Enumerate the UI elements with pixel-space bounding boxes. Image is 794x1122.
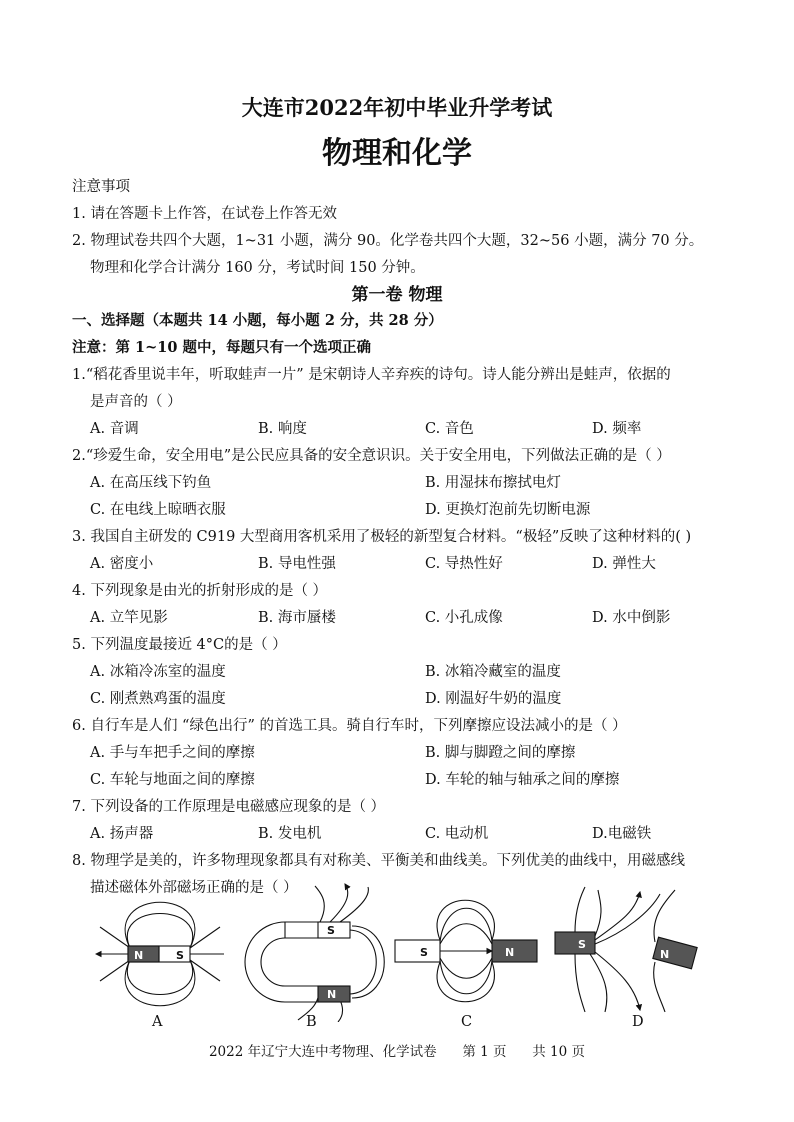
notice-item-1: 1. 请在答题卡上作答，在试卷上作答无效 [72, 206, 337, 222]
question-7-option-d: D.电磁铁 [592, 826, 652, 842]
question-7-option-b: B. 发电机 [258, 826, 322, 842]
question-6-option-b: B. 脚与脚蹬之间的摩擦 [425, 745, 576, 761]
figure-a-pole-n: N [134, 949, 144, 962]
figure-a-pole-s: S [176, 949, 184, 962]
question-6-option-d: D. 车轮的轴与轴承之间的摩擦 [425, 772, 620, 788]
figure-c-pole-n: N [505, 946, 515, 959]
question-3-option-b: B. 导电性强 [258, 556, 336, 572]
notice-item-2: 2. 物理试卷共四个大题，1~31 小题，满分 90。化学卷共四个大题，32~56 小题，满分 70 分。 [72, 233, 704, 249]
question-3-stem: 3. 我国自主研发的 C919 大型商用客机采用了极轻的新型复合材料。“极轻”反映了这种材料的( ) [72, 529, 692, 545]
notice-heading: 注意事项 [72, 179, 130, 195]
figure-d-pole-n: N [660, 948, 670, 961]
figure-c-pole-s: S [420, 946, 428, 959]
figure-d-like-poles [555, 887, 697, 1012]
figure-d-pole-s: S [578, 938, 586, 951]
question-5-option-d: D. 刚温好牛奶的温度 [425, 691, 562, 707]
question-1-option-a: A. 音调 [90, 421, 139, 437]
question-5-option-c: C. 刚煮熟鸡蛋的温度 [90, 691, 226, 707]
section-note: 注意：第 1~10 题中，每题只有一个选项正确 [72, 339, 372, 356]
figure-b-pole-n: N [327, 988, 337, 1001]
question-8-stem-cont: 描述磁体外部磁场正确的是（ ） [90, 880, 298, 896]
figure-label-d: D [632, 1014, 644, 1030]
question-5-option-b: B. 冰箱冷藏室的温度 [425, 664, 561, 680]
question-2-option-a: A. 在高压线下钓鱼 [90, 475, 212, 491]
question-1-option-c: C. 音色 [425, 421, 474, 437]
question-1-stem: 1.“稻花香里说丰年，听取蛙声一片” 是宋朝诗人辛弃疾的诗句。诗人能分辨出是蛙声，依据的 [72, 367, 671, 383]
question-2-option-d: D. 更换灯泡前先切断电源 [425, 502, 591, 518]
question-4-stem: 4. 下列现象是由光的折射形成的是（ ） [72, 583, 328, 599]
exam-subject: 物理和化学 [322, 136, 472, 171]
question-6-option-c: C. 车轮与地面之间的摩擦 [90, 772, 255, 788]
question-6-option-a: A. 手与车把手之间的摩擦 [90, 745, 255, 761]
question-4-option-d: D. 水中倒影 [592, 610, 671, 626]
question-3-option-a: A. 密度小 [90, 556, 154, 572]
question-7-stem: 7. 下列设备的工作原理是电磁感应现象的是（ ） [72, 799, 386, 815]
question-7-option-c: C. 电动机 [425, 826, 489, 842]
page-footer: 2022 年辽宁大连中考物理、化学试卷 第 1 页 共 10 页 [208, 1044, 586, 1060]
magnet-figures [0, 882, 794, 1022]
question-3-option-d: D. 弹性大 [592, 556, 656, 572]
question-2-option-b: B. 用湿抹布擦拭电灯 [425, 475, 561, 491]
exam-title: 大连市2022年初中毕业升学考试 [241, 95, 553, 120]
figure-a-bar-magnet [96, 902, 224, 1006]
figure-label-c: C [461, 1014, 473, 1030]
figure-c-opposite-poles [395, 900, 537, 1002]
question-1-stem-cont: 是声音的（ ） [90, 394, 182, 410]
question-7-option-a: A. 扬声器 [90, 826, 154, 842]
question-5-option-a: A. 冰箱冷冻室的温度 [90, 664, 226, 680]
question-4-option-b: B. 海市蜃楼 [258, 610, 336, 626]
question-3-option-c: C. 导热性好 [425, 556, 503, 572]
figure-label-b: B [306, 1014, 317, 1030]
question-4-option-a: A. 立竿见影 [90, 610, 168, 626]
question-2-stem: 2.“珍爱生命，安全用电”是公民应具备的安全意识识。关于安全用电，下列做法正确的是（ ） [72, 448, 671, 464]
figure-b-pole-s: S [327, 924, 335, 937]
section-heading: 一、选择题（本题共 14 小题，每小题 2 分，共 28 分） [72, 312, 443, 329]
question-8-stem: 8. 物理学是美的，许多物理现象都具有对称美、平衡美和曲线美。下列优美的曲线中，用磁感线 [72, 853, 685, 869]
volume-title: 第一卷 物理 [351, 285, 443, 305]
question-5-stem: 5. 下列温度最接近 4°C的是（ ） [72, 637, 287, 653]
figure-b-horseshoe-magnet [245, 884, 384, 1022]
question-1-option-d: D. 频率 [592, 421, 642, 437]
figure-label-a: A [152, 1014, 163, 1030]
notice-item-2-cont: 物理和化学合计满分 160 分，考试时间 150 分钟。 [90, 260, 425, 276]
question-4-option-c: C. 小孔成像 [425, 610, 503, 626]
question-2-option-c: C. 在电线上晾晒衣服 [90, 502, 226, 518]
question-6-stem: 6. 自行车是人们 “绿色出行” 的首选工具。骑自行车时，下列摩擦应设法减小的是（ ） [72, 718, 627, 734]
question-1-option-b: B. 响度 [258, 421, 307, 437]
